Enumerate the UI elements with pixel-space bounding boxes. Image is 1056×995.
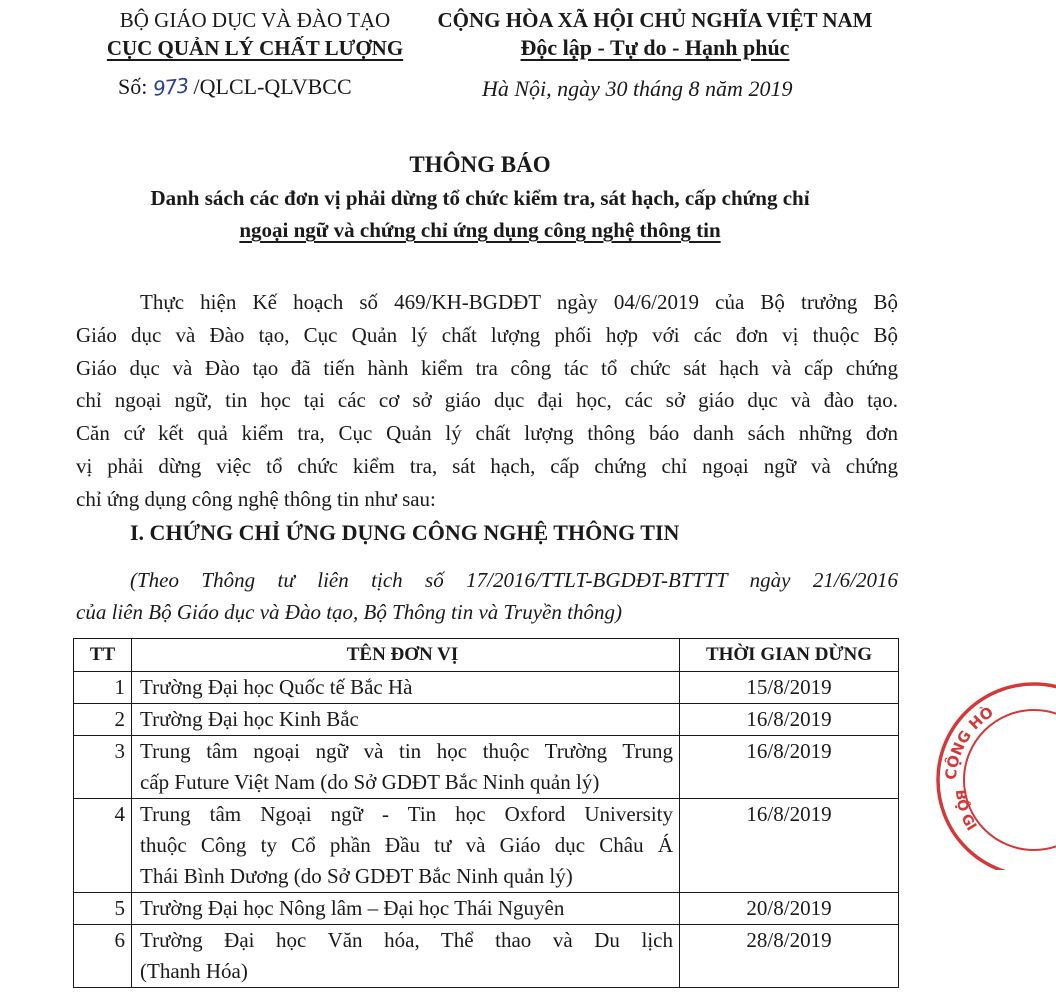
row-name xyxy=(131,799,679,892)
name-line: thuộc Công ty Cổ phần Đầu tư và Giáo dục Châu Á xyxy=(140,833,673,857)
table-header-row xyxy=(73,639,899,672)
body-line: Thực hiện Kế hoạch số 469/KH-BGDĐT ngày 04/6/2019 của Bộ trưởng Bộ xyxy=(140,290,898,314)
table-row xyxy=(73,799,899,893)
header-num: TT xyxy=(73,639,131,671)
row-name xyxy=(131,893,679,924)
section-heading: I. CHỨNG CHỈ ỨNG DỤNG CÔNG NGHỆ THÔNG TIN xyxy=(130,520,680,545)
name-line: Thái Bình Dương (do Sở GDĐT Bắc Ninh quản lý) xyxy=(140,864,573,888)
body-paragraph xyxy=(76,286,898,516)
number-suffix: /QLCL-QLVBCC xyxy=(188,74,352,99)
row-name xyxy=(131,736,679,798)
section-citation xyxy=(76,564,898,628)
subtitle-text: ngoại ngữ và chứng chỉ ứng dụng công nghệ thông tin xyxy=(239,218,721,242)
body-line: Giáo dục và Đào tạo, Cục Quản lý chất lượng phối hợp với các đơn vị thuộc Bộ xyxy=(76,322,898,347)
document-subtitle-line-1: Danh sách các đơn vị phải dừng tổ chức kiểm tra, sát hạch, cấp chứng chỉ xyxy=(150,186,810,210)
body-line: Giáo dục và Đào tạo đã tiến hành kiểm tra công tác tổ chức sát hạch và cấp chứng xyxy=(76,355,898,380)
stamp-text-left: BỘ GI xyxy=(951,788,980,834)
document-number xyxy=(118,74,352,100)
row-date: 28/8/2019 xyxy=(679,925,899,987)
suspended-units-table xyxy=(73,638,899,988)
department-name: CỤC QUẢN LÝ CHẤT LƯỢNG xyxy=(106,36,404,60)
row-name xyxy=(131,672,679,703)
citation-line: (Theo Thông tư liên tịch số 17/2016/TTLT-BGDĐT-BTTTT ngày 21/6/2016 xyxy=(130,568,898,592)
body-line: Căn cứ kết quả kiểm tra, Cục Quản lý chất lượng thông báo danh sách những đơn xyxy=(76,421,898,446)
row-num: 4 xyxy=(73,799,131,892)
header-name: TÊN ĐƠN VỊ xyxy=(131,639,679,671)
national-motto: Độc lập - Tự do - Hạnh phúc xyxy=(520,35,790,60)
republic-title: CỘNG HÒA XÃ HỘI CHỦ NGHĨA VIỆT NAM xyxy=(437,8,873,32)
official-stamp xyxy=(926,670,1056,870)
national-header xyxy=(420,6,890,62)
name-line: Trường Đại học Văn hóa, Thể thao và Du lịch xyxy=(140,928,673,952)
row-num: 1 xyxy=(73,672,131,703)
row-name xyxy=(131,704,679,735)
header-date: THỜI GIAN DỪNG xyxy=(679,639,899,671)
row-date: 16/8/2019 xyxy=(679,704,899,735)
body-line: chỉ ngoại ngữ, tin học tại các cơ sở giáo dục đại học, các sở giáo dục và đào tạo. xyxy=(76,388,898,413)
row-date: 16/8/2019 xyxy=(679,799,899,892)
name-line: Trung tâm Ngoại ngữ - Tin học Oxford University xyxy=(140,802,673,826)
name-line: Trường Đại học Nông lâm – Đại học Thái Nguyên xyxy=(140,896,565,920)
table-row xyxy=(73,736,899,799)
body-line: vị phải dừng việc tổ chức kiểm tra, sát hạch, cấp chứng chỉ ngoại ngữ và chứng xyxy=(76,453,898,478)
name-line: Trường Đại học Kinh Bắc xyxy=(140,707,359,731)
row-name xyxy=(131,925,679,987)
body-line: chỉ ứng dụng công nghệ thông tin như sau: xyxy=(76,486,436,511)
document-subtitle-line-2 xyxy=(0,218,960,243)
row-num: 2 xyxy=(73,704,131,735)
document-title: THÔNG BÁO xyxy=(409,152,551,177)
table-row xyxy=(73,925,899,988)
row-date: 15/8/2019 xyxy=(679,672,899,703)
row-date: 16/8/2019 xyxy=(679,736,899,798)
name-line: cấp Future Việt Nam (do Sở GDĐT Bắc Ninh quản lý) xyxy=(140,770,600,794)
name-line: Trung tâm ngoại ngữ và tin học thuộc Trường Trung xyxy=(140,739,673,763)
table-row xyxy=(73,704,899,736)
citation-line: của liên Bộ Giáo dục và Đào tạo, Bộ Thông tin và Truyền thông) xyxy=(76,600,622,624)
stamp-text-top: CỘNG HÒ xyxy=(941,702,997,781)
place-date: Hà Nội, ngày 30 tháng 8 năm 2019 xyxy=(482,76,793,101)
table-row xyxy=(73,893,899,925)
table-row xyxy=(73,672,899,704)
row-date: 20/8/2019 xyxy=(679,893,899,924)
name-line: Trường Đại học Quốc tế Bắc Hà xyxy=(140,675,413,699)
name-line: (Thanh Hóa) xyxy=(140,959,248,983)
number-prefix: Số: xyxy=(118,74,153,99)
handwritten-number: 973 xyxy=(151,73,190,101)
row-num: 3 xyxy=(73,736,131,798)
row-num: 5 xyxy=(73,893,131,924)
ministry-name: BỘ GIÁO DỤC VÀ ĐÀO TẠO xyxy=(119,8,391,32)
row-num: 6 xyxy=(73,925,131,987)
issuer-block xyxy=(90,6,420,62)
